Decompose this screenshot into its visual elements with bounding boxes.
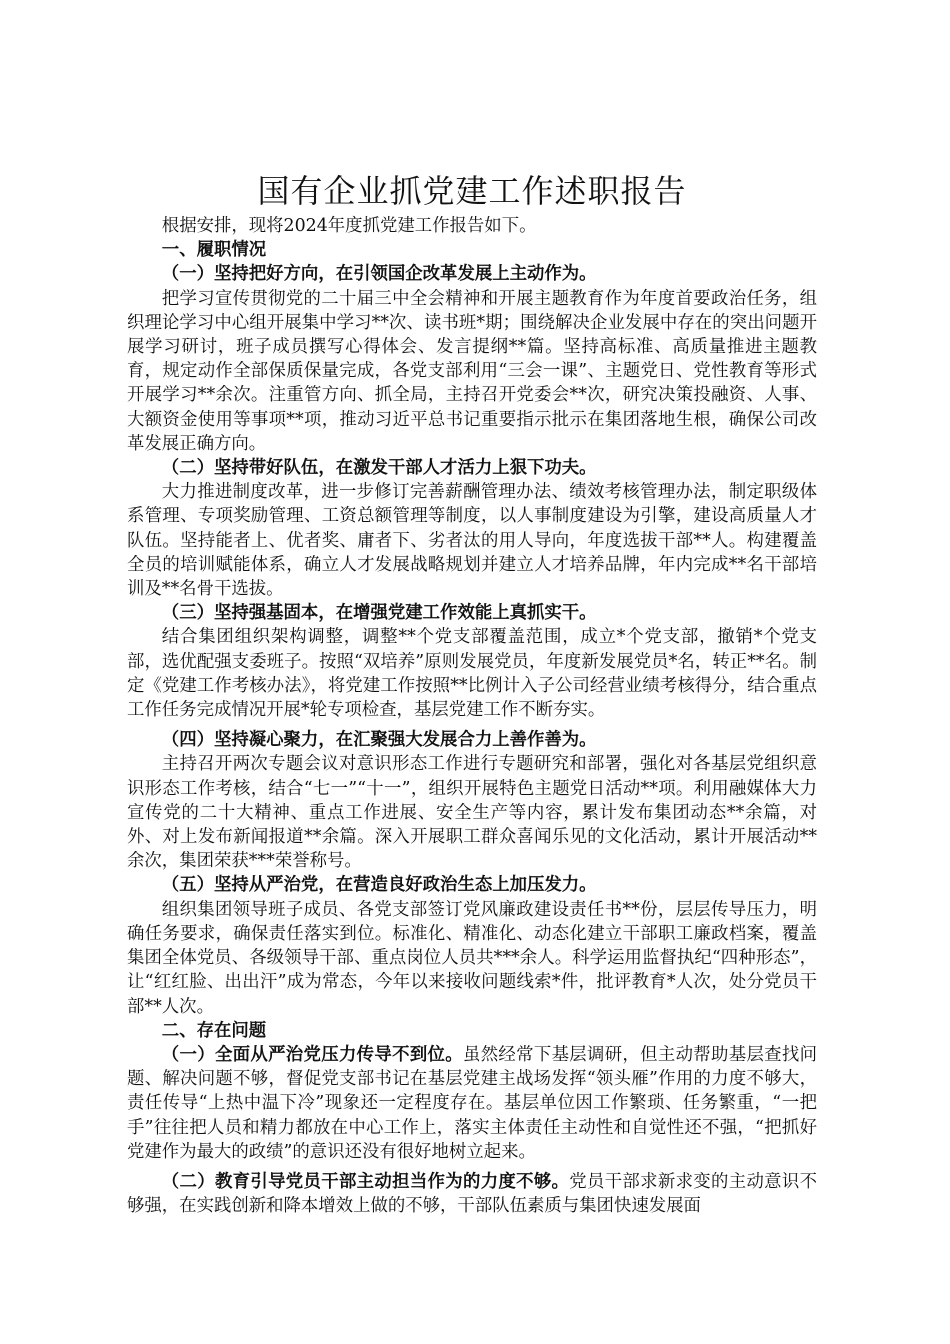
subsection-heading-cohesion: （四）坚持凝心聚力，在汇聚强大发展合力上善作善为。 bbox=[161, 730, 597, 751]
document-title: 国有企业抓党建工作述职报告 bbox=[257, 172, 687, 210]
subsection-body-direction: 把学习宣传贯彻党的二十届三中全会精神和开展主题教育作为年度首要政治任务，组织理论学习中心组开展集中学习**次、读书班*期；围绕解决企业发展中存在的突出问题开展学习研讨，班子成员撰写心得体会、发言提纲**篇。坚持高标准、高质量推进主题教育，规定动作全部保质保量完成，各党支部利用“三会一课”、主题党日、党性教育等形式开展学习**余次。注重管方向、抓全局，主持召开党委会**次，研究决策投融资、人事、大额资金使用等事项**项，推动习近平总书记重要指示批示在集团落地生根，确保公司改革发展正确方向。 bbox=[127, 288, 817, 454]
problem-body-pressure: 虽然经常下基层调研，但主动帮助基层查找问题、解决问题不够，督促党支部书记在基层党建主战场发挥“领头雁”作用的力度不够大，责任传导“上热中温下冷”现象还一定程度存在。基层单位因工作繁琐、任务繁重，“一把手”往往把人员和精力都放在中心工作上，落实主体责任主动性和自觉性还不强，“把抓好党建作为最大的政绩”的意识还没有很好地树立起来。 bbox=[127, 1044, 817, 1162]
problem-lead-pressure: （一）全面从严治党压力传导不到位。 bbox=[161, 1044, 463, 1065]
subsection-body-team: 大力推进制度改革，进一步修订完善薪酬管理办法、绩效考核管理办法，制定职级体系管理、专项奖励管理、工资总额管理等制度，以人事制度建设为引擎，建设高质量人才队伍。坚持能者上、优者奖、庸者下、劣者汰的用人导向，年度选拔干部**人。构建覆盖全员的培训赋能体系，确立人才发展战略规划并建立人才培养品牌，年内完成**名干部培训及**名骨干选拔。 bbox=[127, 482, 817, 600]
subsection-body-discipline: 组织集团领导班子成员、各党支部签订党风廉政建设责任书**份，层层传导压力，明确任务要求，确保责任落实到位。标准化、精准化、动态化建立干部职工廉政档案，覆盖集团全体党员、各级领导干部、重点岗位人员共***余人。科学运用监督执纪“四种形态”，让“红红脸、出出汗”成为常态，今年以来接收问题线索*件，批评教育*人次，处分党员干部**人次。 bbox=[127, 899, 817, 1017]
subsection-heading-discipline: （五）坚持从严治党，在营造良好政治生态上加压发力。 bbox=[161, 875, 597, 896]
subsection-heading-foundation: （三）坚持强基固本，在增强党建工作效能上真抓实干。 bbox=[161, 603, 597, 624]
subsection-body-foundation: 结合集团组织架构调整，调整**个党支部覆盖范围，成立*个党支部，撤销*个党支部，选优配强支委班子。按照“双培养”原则发展党员，年度新发展党员*名，转正**名。制定《党建工作考核办法》，将党建工作按照**比例计入子公司经营业绩考核得分，结合重点工作任务完成情况开展*轮专项检查，基层党建工作不断夯实。 bbox=[127, 627, 817, 721]
problem-lead-guidance: （二）教育引导党员干部主动担当作为的力度不够。 bbox=[161, 1171, 570, 1192]
subsection-heading-team: （二）坚持带好队伍，在激发干部人才活力上狠下功夫。 bbox=[161, 458, 597, 479]
problem-paragraph-guidance bbox=[127, 1170, 817, 1218]
subsection-heading-direction: （一）坚持把好方向，在引领国企改革发展上主动作为。 bbox=[161, 264, 597, 285]
section-heading-problems: 二、存在问题 bbox=[161, 1020, 267, 1041]
problem-paragraph-pressure bbox=[127, 1043, 817, 1164]
subsection-body-cohesion: 主持召开两次专题会议对意识形态工作进行专题研究和部署，强化对各基层党组织意识形态工作考核，结合“七一”“十一”，组织开展特色主题党日活动**项。利用融媒体大力宣传党的二十大精神、重点工作进展、安全生产等内容，累计发布集团动态**余篇，对外、对上发布新闻报道**余篇。深入开展职工群众喜闻乐见的文化活动，累计开展活动**余次，集团荣获***荣誉称号。 bbox=[127, 754, 817, 872]
intro-paragraph: 根据安排，现将2024年度抓党建工作报告如下。 bbox=[161, 216, 537, 236]
document-page bbox=[127, 168, 817, 1218]
problem-body-guidance: 党员干部求新求变的主动意识不够强，在实践创新和降本增效上做的不够，干部队伍素质与集团快速发展面 bbox=[127, 1171, 817, 1217]
section-heading-performance: 一、履职情况 bbox=[161, 240, 267, 261]
